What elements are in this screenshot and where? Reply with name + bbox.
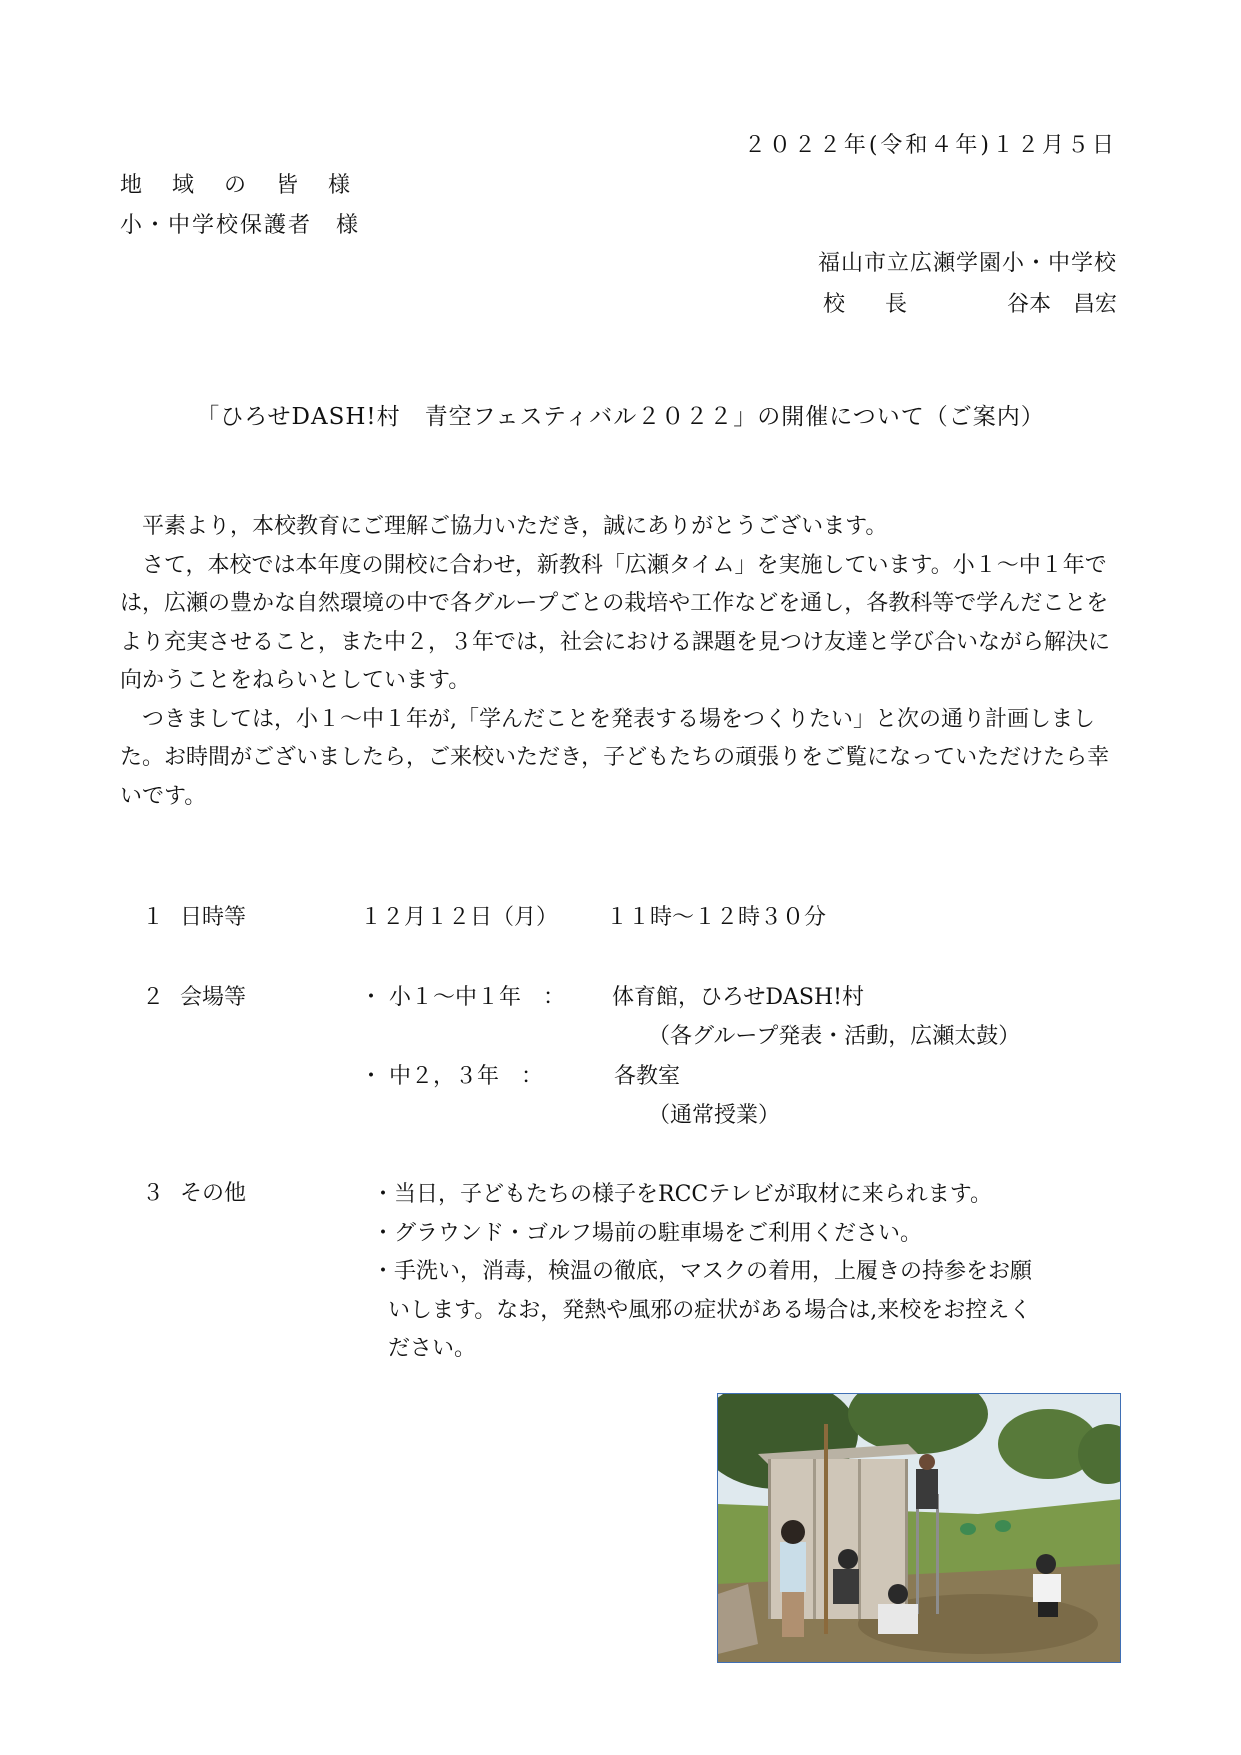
- sender-school: 福山市立広瀬学園小・中学校: [817, 251, 1117, 276]
- item-1-label: 日時等: [180, 905, 247, 930]
- activity-photo: [717, 1393, 1121, 1663]
- item-2-venue-2: 各教室: [614, 1064, 681, 1089]
- item-3-note-3-line-2: いします。なお，発熱や風邪の症状がある場合は,来校をお控えく: [388, 1297, 1032, 1323]
- item-3-notes: [372, 1176, 1132, 1369]
- item-3-note-3-line-3: ださい。: [388, 1336, 477, 1361]
- body-paragraph-2: さて，本校では本年度の開校に合わせ，新教科「広瀬タイム」を実施しています。小１～中１年では，広瀬の豊かな自然環境の中で各グループごとの栽培や工作などを通し，各教科等で学んだことをより充実させること，また中２，３年では，社会における課題を見つけ友達と学び合いながら解決に向かうことをねらいとしています。: [120, 552, 1111, 693]
- sender-principal: [823, 287, 1117, 318]
- item-1-time: １１時～１２時３０分: [606, 905, 827, 930]
- item-1-number: １: [142, 905, 165, 930]
- document-title: 「ひろせDASH!村 青空フェスティバル２０２２」の開催について（ご案内）: [196, 404, 1045, 430]
- sender-role: 校長: [822, 292, 947, 317]
- document-date: ２０２２年(令和４年)１２月５日: [743, 133, 1117, 158]
- item-1-date: １２月１２日（月）: [360, 905, 559, 930]
- sender-name: 谷本 昌宏: [1006, 292, 1117, 317]
- item-2-venue-1: 体育館，ひろせDASH!村: [612, 985, 864, 1010]
- addressee-parents: 小・中学校保護者 様: [120, 213, 361, 238]
- body-text: [120, 508, 1120, 816]
- body-paragraph-3: つきましては，小１～中１年が,「学んだことを発表する場をつくりたい」と次の通り計画しました。お時間がございましたら，ご来校いただき，子どもたちの頑張りをご覧になっていただけたら幸いです。: [120, 706, 1110, 809]
- item-3-number: ３: [142, 1181, 165, 1206]
- item-2-detail-2: （通常授業）: [648, 1103, 781, 1128]
- activity-photo-illustration: [718, 1394, 1121, 1663]
- addressee-community: 地域の皆様: [120, 173, 381, 198]
- item-3-note-2: ・グラウンド・ゴルフ場前の駐車場をご利用ください。: [372, 1220, 923, 1246]
- item-2-group-1: ・ 小１～中１年 ：: [360, 985, 565, 1010]
- item-3-label: その他: [180, 1181, 247, 1206]
- item-3-note-1: ・当日，子どもたちの様子をRCCテレビが取材に来られます。: [372, 1182, 993, 1207]
- item-2-detail-1: （各グループ発表・活動，広瀬太鼓）: [648, 1024, 1021, 1049]
- item-3-note-3-line-1: ・手洗い，消毒，検温の徹底，マスクの着用，上履きの持参をお願: [372, 1259, 1033, 1284]
- body-paragraph-1: 平素より，本校教育にご理解ご協力いただき，誠にありがとうございます。: [142, 514, 888, 539]
- item-2-group-2: ・ 中２，３年 ：: [360, 1064, 543, 1089]
- item-2-number: ２: [142, 985, 165, 1010]
- item-2-label: 会場等: [180, 985, 247, 1010]
